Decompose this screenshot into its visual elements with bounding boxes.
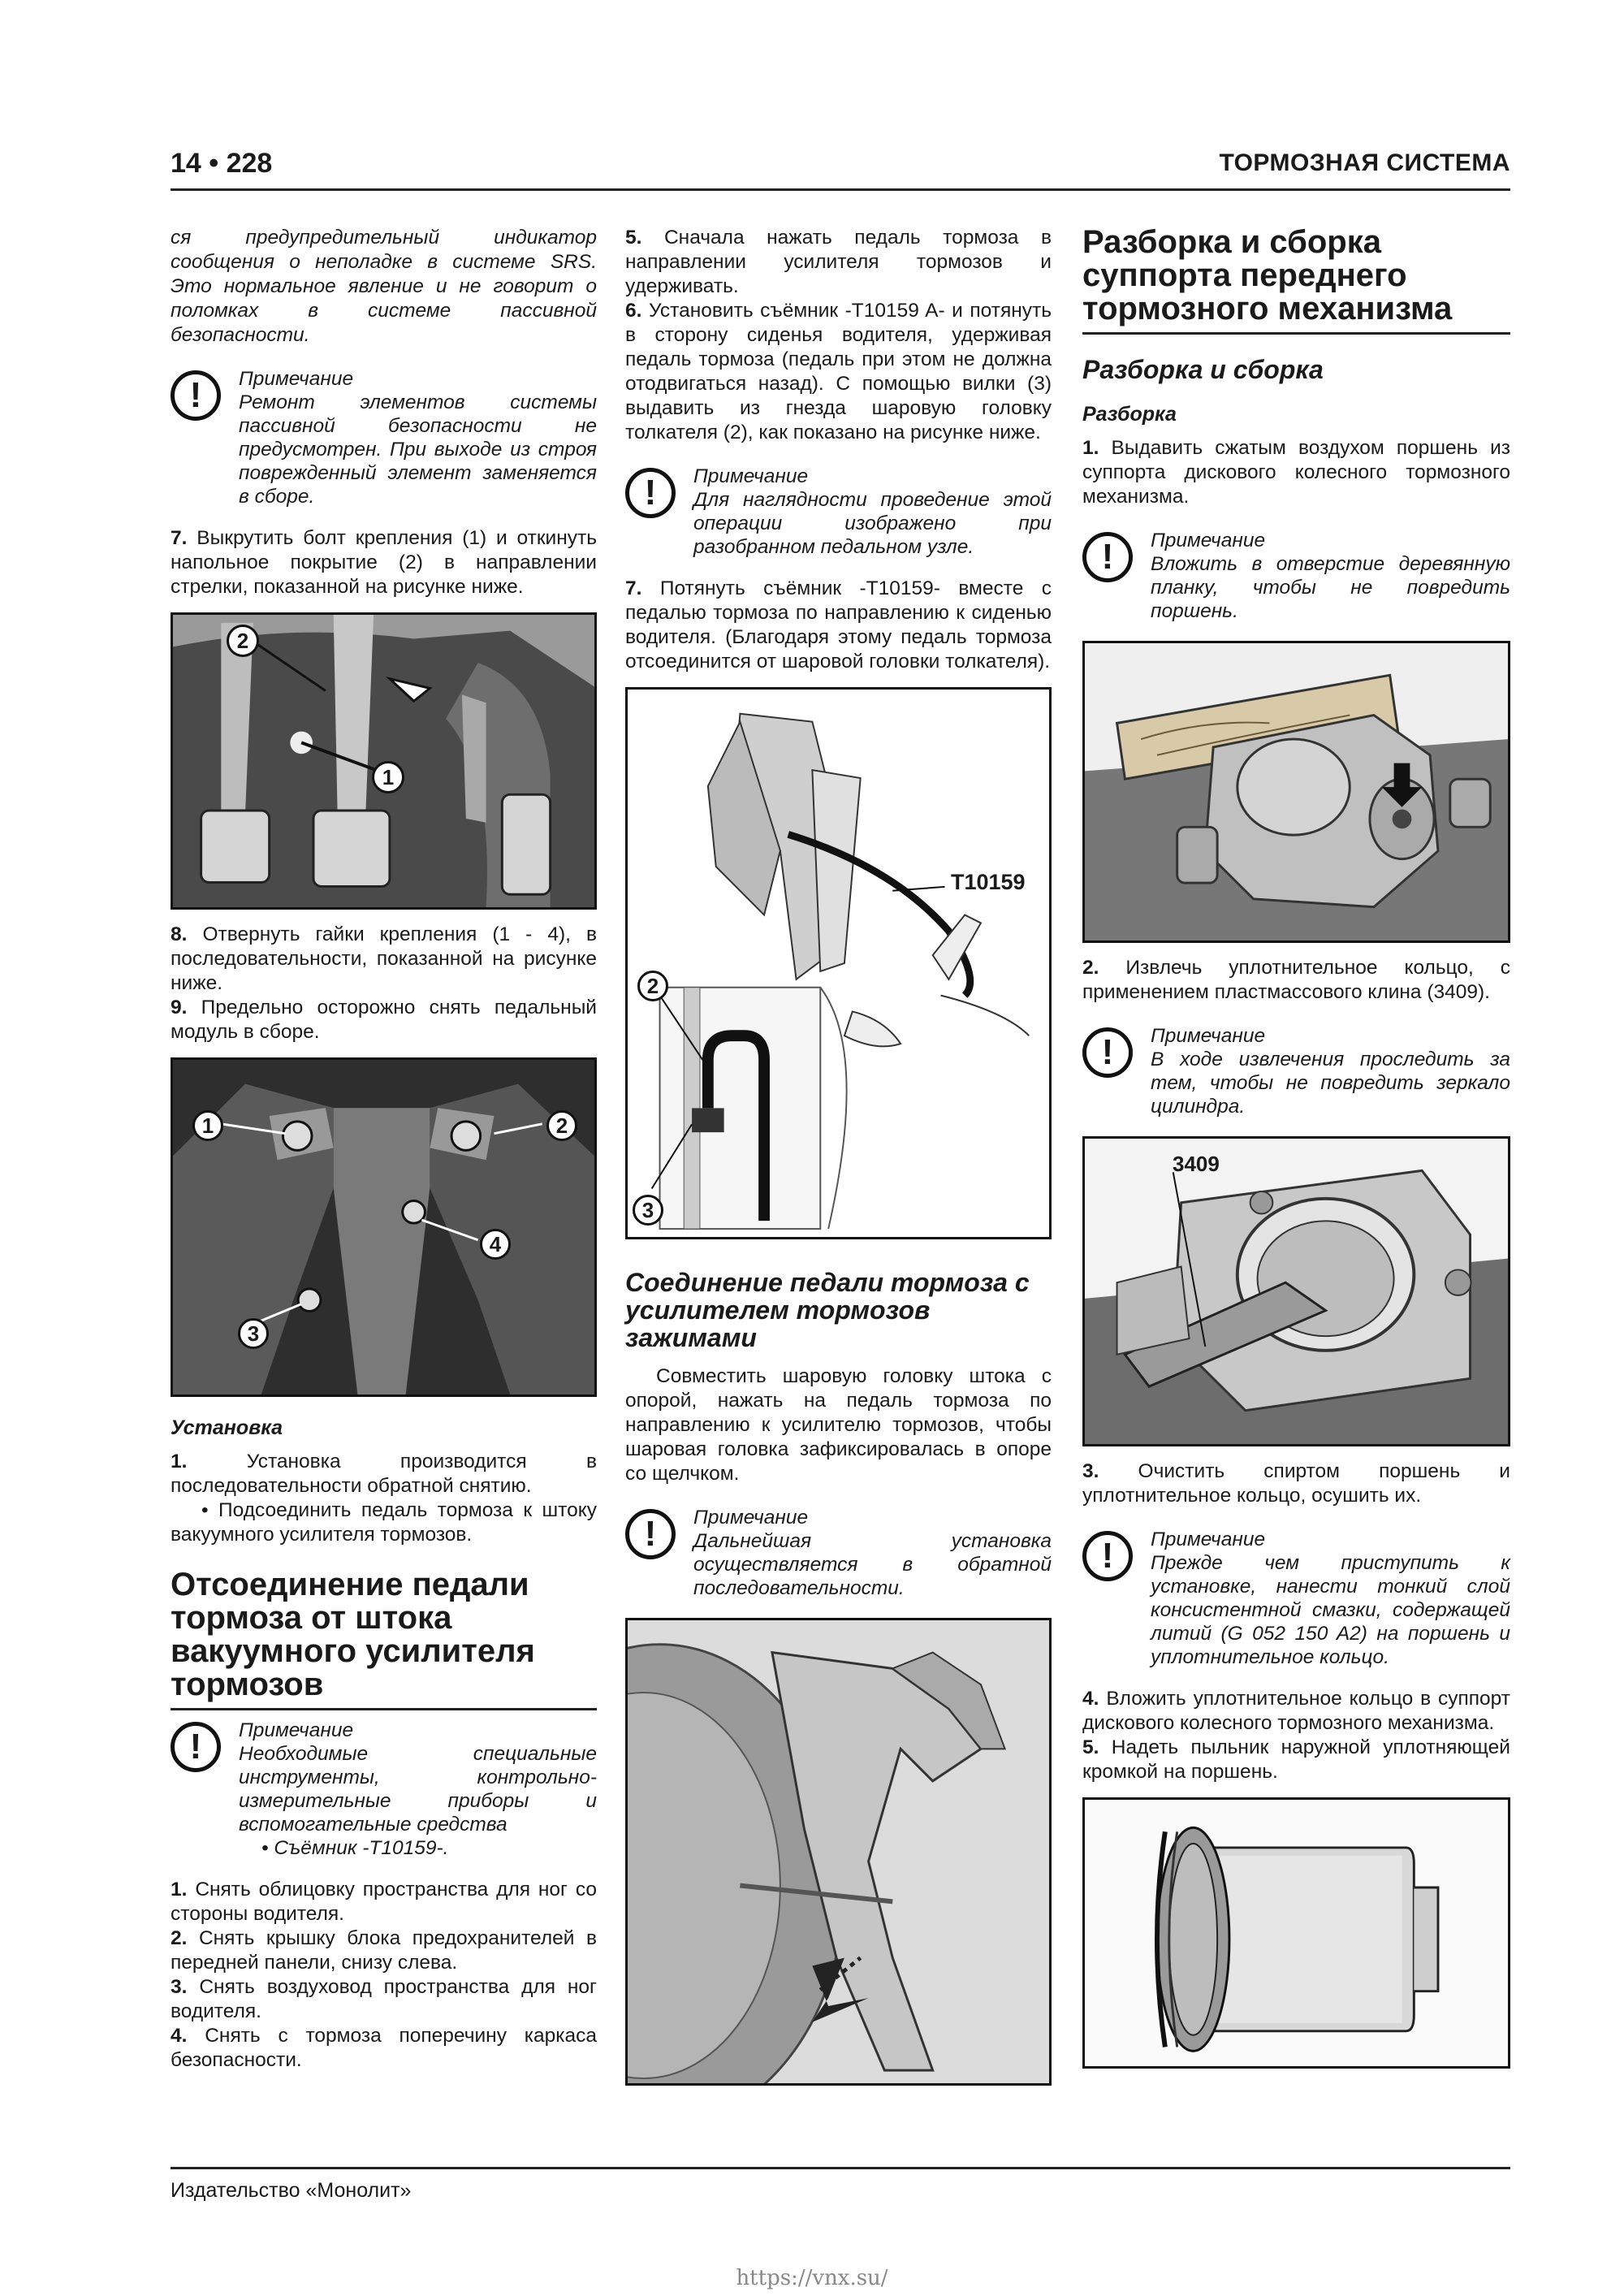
note-box (1082, 1024, 1510, 1118)
section-subheading: Соединение педали тормоза с усилителем тормозов зажимами (625, 1268, 1030, 1352)
step-5: 5. Надеть пыльник наружной уплотняющей кромкой на поршень. (1082, 1736, 1510, 1783)
note-box (625, 465, 1052, 559)
note-box (171, 367, 597, 508)
install-bullet: • Подсоединить педаль тормоза к штоку вакуумного усилителя тормозов. (171, 1499, 597, 1546)
paragraph: Совместить шаровую головку штока с опорой, нажать на педаль тормоза по направлению к усилителю тормозов, чтобы шаровая головка зафиксировалась в опоре со щелчком. (625, 1365, 1052, 1485)
pedal-module-illustration (173, 1060, 594, 1394)
section-heading: Отсоединение педали тормоза от штока вакуумного усилителя тормозов (171, 1568, 597, 1710)
note-title: Примечание (239, 368, 354, 390)
tool-label: 3409 (1173, 1152, 1220, 1176)
note-bullet: • Съёмник -T10159-. (261, 1837, 449, 1859)
note-title: Примечание (693, 1507, 809, 1529)
figure-puller-tool (625, 687, 1052, 1239)
booster-illustration (628, 1620, 1049, 2083)
step-2: 2. Снять крышку блока предохранителей в передней панели, снизу слева. (171, 1927, 597, 1974)
step-3: 3. Очистить спиртом поршень и уплотнительное кольцо, осушить их. (1082, 1460, 1510, 1507)
note-text: Ремонт элементов системы пассивной безопасности не предусмотрен. При выходе из строя поврежденный элемент заменяется в сборе. (239, 391, 597, 508)
figure-pedal-module-nuts (171, 1057, 597, 1397)
step-8: 8. Отвернуть гайки крепления (1 - 4), в последовательности, показанной на рисунке ниже. (171, 923, 597, 994)
page-footer (171, 2167, 1510, 2202)
note-text: Дальнейшая установка осуществляется в обратной последовательности. (693, 1530, 1052, 1599)
puller-illustration (628, 690, 1049, 1237)
warning-icon: ! (625, 1509, 676, 1559)
warning-icon: ! (1082, 532, 1133, 582)
step-1: 1. Снять облицовку пространства для ног со стороны водителя. (171, 1879, 597, 1925)
note-title: Примечание (1151, 1529, 1266, 1550)
note-title: Примечание (1151, 530, 1266, 551)
callout-2: 2 (637, 971, 668, 1001)
warning-icon: ! (1082, 1531, 1133, 1581)
publisher: Издательство «Монолит» (171, 2179, 412, 2202)
callout-2: 2 (546, 1110, 577, 1141)
section-heading: Разборка и сборка суппорта переднего тормозного механизма (1082, 226, 1510, 335)
column-1 (171, 226, 597, 2073)
wedge-illustration (1085, 1139, 1508, 1444)
intro-text: ся предупредительный индикатор сообщения о неполадке в системе SRS. Это нормальное явление и не говорит о поломках в системе пассивной безопасности. (171, 227, 597, 346)
warning-icon: ! (171, 1722, 221, 1772)
page-number: 14 • 228 (171, 148, 273, 179)
warning-icon: ! (1082, 1027, 1133, 1078)
note-text: Необходимые специальные инструменты, контрольно-измерительные приборы и вспомогательные средства (239, 1743, 597, 1836)
step-6: 6. Установить съёмник -T10159 A- и потянуть в сторону сиденья водителя, удерживая педаль тормоза (педаль при этом не должна отодвигаться назад). С помощью вилки (3) выдавить из гнезда шаровую головку толкателя (2), как показано на рисунке ниже. (625, 300, 1052, 443)
warning-icon: ! (171, 370, 221, 421)
caliper-illustration (1085, 643, 1508, 940)
subheading: Разборка и сборка (1082, 355, 1324, 384)
note-box (1082, 1528, 1510, 1669)
minor-heading: Разборка (1082, 403, 1177, 426)
figure-pedals-floor (171, 612, 597, 910)
callout-1: 1 (372, 761, 404, 793)
note-box (625, 1506, 1052, 1600)
step-1: 1. Выдавить сжатым воздухом поршень из суппорта дискового колесного тормозного механизма. (1082, 437, 1510, 508)
note-title: Примечание (239, 1719, 354, 1741)
watermark: https://vnx.su/ (736, 2266, 888, 2290)
step-2: 2. Извлечь уплотнительное кольцо, с применением пластмассового клина (3409). (1082, 957, 1510, 1003)
step-5: 5. Сначала нажать педаль тормоза в направлении усилителя тормозов и удерживать. (625, 227, 1052, 297)
figure-caliper-wood (1082, 641, 1510, 943)
note-box (171, 1719, 597, 1860)
tool-label: T10159 (951, 870, 1026, 894)
step-9: 9. Предельно осторожно снять педальный модуль в сборе. (171, 997, 597, 1043)
figure-wedge-3409 (1082, 1136, 1510, 1446)
note-text: Прежде чем приступить к установке, нанести тонкий слой консистентной смазки, содержащей литий (G 052 150 A2) на поршень и уплотнительное кольцо. (1151, 1552, 1510, 1668)
note-text: Для наглядности проведение этой операции изображено при разобранном педальном узле. (693, 489, 1052, 558)
callout-2: 2 (227, 625, 259, 657)
step-7: 7. Выкрутить болт крепления (1) и откинуть напольное покрытие (2) в направлении стрелки, показанной на рисунке ниже. (171, 527, 597, 598)
note-box (1082, 529, 1510, 623)
step-4: 4. Снять с тормоза поперечину каркаса безопасности. (171, 2025, 597, 2071)
warning-icon: ! (625, 468, 676, 518)
figure-piston-seal (1082, 1797, 1510, 2069)
callout-3: 3 (238, 1318, 269, 1349)
piston-illustration (1085, 1800, 1508, 2066)
section-title: ТОРМОЗНАЯ СИСТЕМА (1219, 149, 1510, 176)
install-step-1: 1. Установка производится в последовательности обратной снятию. (171, 1451, 597, 1497)
note-title: Примечание (693, 465, 809, 487)
step-7: 7. Потянуть съёмник -T10159- вместе с педалью тормоза по направлению к сиденью водителя. (Благодаря этому педаль тормоза отсоединится от шаровой головки толкателя). (625, 577, 1052, 672)
note-text: В ходе извлечения проследить за тем, чтобы не повредить зеркало цилиндра. (1151, 1049, 1510, 1118)
callout-4: 4 (480, 1229, 511, 1260)
callout-1: 1 (192, 1110, 223, 1141)
step-3: 3. Снять воздуховод пространства для ног водителя. (171, 1976, 597, 2022)
note-text: Вложить в отверстие деревянную планку, чтобы не повредить поршень. (1151, 553, 1510, 622)
column-3 (1082, 226, 1510, 2082)
install-heading: Установка (171, 1416, 283, 1439)
note-title: Примечание (1151, 1025, 1266, 1047)
step-4: 4. Вложить уплотнительное кольцо в суппорт дискового колесного тормозного механизма. (1082, 1688, 1510, 1734)
page-header (171, 146, 1510, 191)
figure-brake-booster (625, 1618, 1052, 2086)
callout-3: 3 (633, 1195, 663, 1226)
column-2 (625, 226, 1052, 2099)
